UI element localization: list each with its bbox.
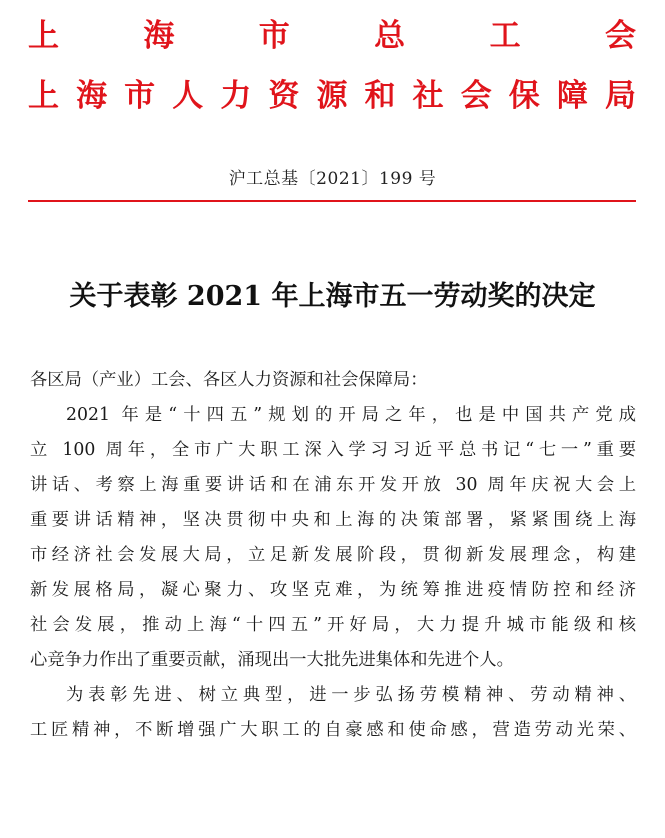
issuer-char: 市 bbox=[258, 18, 290, 54]
issuer-char: 工 bbox=[489, 18, 521, 54]
issuer-char: 上 bbox=[28, 78, 59, 114]
issuer-char: 上 bbox=[28, 18, 59, 54]
issuer-char: 人 bbox=[172, 78, 204, 114]
issuer-line-1 bbox=[28, 18, 636, 54]
issuer-char: 障 bbox=[556, 78, 588, 114]
red-divider bbox=[28, 200, 636, 202]
issuer-char: 海 bbox=[76, 78, 108, 114]
issuer-line-2 bbox=[28, 78, 636, 114]
document-title: 关于表彰 2021 年上海市五一劳动奖的决定 bbox=[69, 281, 596, 312]
issuer-char: 和 bbox=[364, 78, 396, 114]
document-body bbox=[30, 363, 636, 748]
issuer-char: 保 bbox=[508, 78, 540, 114]
paragraph-1-line: 心竞争力作出了重要贡献，涌现出一大批先进集体和先进个人。 bbox=[30, 650, 514, 670]
issuer-char: 源 bbox=[316, 78, 348, 114]
issuer-char: 资 bbox=[268, 78, 300, 114]
issuer-char: 总 bbox=[374, 18, 406, 54]
issuer-char: 力 bbox=[220, 78, 252, 114]
issuer-char: 会 bbox=[460, 78, 492, 114]
issuer-char: 社 bbox=[412, 78, 444, 114]
issuer-char: 会 bbox=[604, 18, 636, 54]
paragraph-1-line: 重要讲话精神，坚决贯彻中央和上海的决策部署，紧紧围绕上海 bbox=[30, 510, 636, 530]
paragraph-1-line: 市经济社会发展大局，立足新发展阶段，贯彻新发展理念，构建 bbox=[30, 545, 636, 565]
paragraph-1-line: 2021 年是“十四五”规划的开局之年，也是中国共产党成 bbox=[66, 405, 636, 425]
paragraph-1-line: 立 100 周年，全市广大职工深入学习习近平总书记“七一”重要 bbox=[30, 440, 636, 460]
paragraph-1-line: 新发展格局，凝心聚力、攻坚克难，为统筹推进疫情防控和经济 bbox=[30, 580, 636, 600]
salutation: 各区局（产业）工会、各区人力资源和社会保障局： bbox=[30, 370, 428, 390]
paragraph-2-line: 工匠精神，不断增强广大职工的自豪感和使命感，营造劳动光荣、 bbox=[30, 720, 636, 740]
paragraph-2-line: 为表彰先进、树立典型，进一步弘扬劳模精神、劳动精神、 bbox=[66, 685, 636, 705]
document-number: 沪工总基〔2021〕199 号 bbox=[228, 169, 437, 189]
paragraph-1-line: 讲话、考察上海重要讲话和在浦东开发开放 30 周年庆祝大会上 bbox=[30, 475, 636, 495]
issuer-char: 海 bbox=[143, 18, 175, 54]
issuer-char: 局 bbox=[604, 78, 636, 114]
issuer-char: 市 bbox=[124, 78, 156, 114]
paragraph-1-line: 社会发展，推动上海“十四五”开好局，大力提升城市能级和核 bbox=[30, 615, 636, 635]
